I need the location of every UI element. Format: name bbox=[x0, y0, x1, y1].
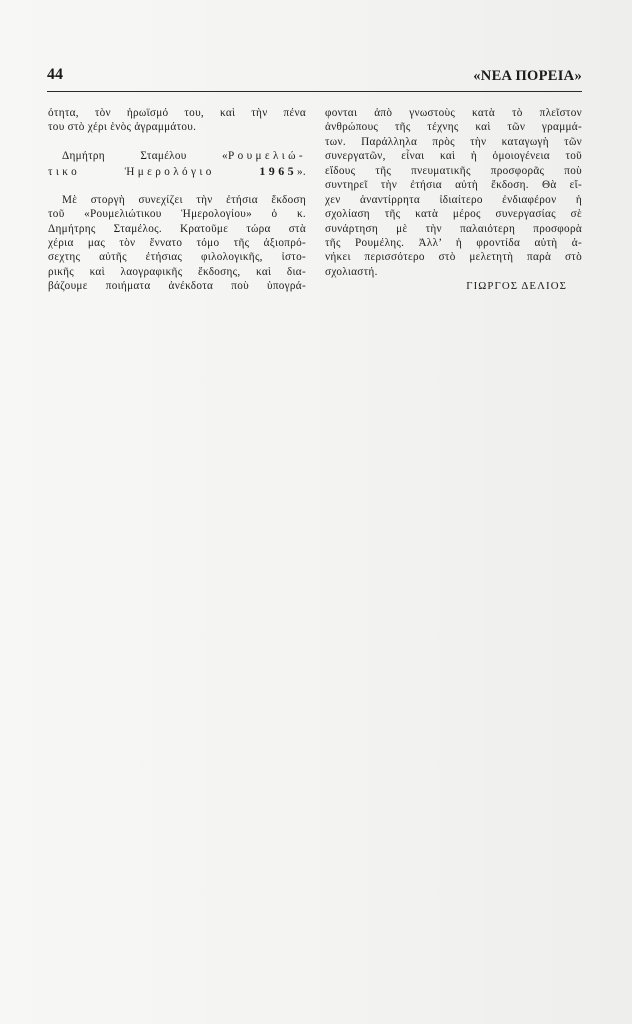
text-line: σεχτης αὐτῆς ἐτήσιας φιλολογικῆς, ἱστο- bbox=[48, 251, 306, 264]
author-signature: ΓΙΩΡΓΟΣ ΔΕΛΙΟΣ bbox=[466, 280, 567, 293]
text-line: των. Παράλληλα πρὸς τὴν καταγωγὴ τῶν bbox=[325, 135, 582, 148]
text-line: ρικῆς καὶ λαογραφικῆς ἔκδοσης, καὶ δια- bbox=[48, 265, 306, 278]
paragraph-gap bbox=[48, 178, 306, 192]
header-rule bbox=[47, 91, 582, 92]
page-number: 44 bbox=[47, 66, 63, 83]
text-line: νήκει περισσότερο στὸ μελετητὴ παρὰ στὸ bbox=[325, 251, 582, 264]
text-line: συνεργατῶν, εἶναι καὶ ἡ ὁμοιογένεια τοῦ bbox=[325, 150, 582, 163]
text-line: χεν ἀναντίρρητα ἰδιαίτερο ἐνδιαφέρον ἡ bbox=[325, 193, 582, 206]
text-line: ἀνθρώπους τῆς τέχνης καὶ τῶν γραμμά- bbox=[325, 121, 582, 134]
book-title-spaced: τικο Ἡμερολόγιο bbox=[48, 165, 260, 178]
text-line: χέρια μας τὸν ἔννατο τόμο τῆς ἀξιοπρό- bbox=[48, 236, 306, 249]
text-line: σχολίαση τῆς κατὰ μέρος συνεργασίας σὲ bbox=[325, 208, 582, 221]
text-line: του στὸ χέρι ἑνὸς ἀγραμμάτου. bbox=[48, 121, 197, 134]
text-line: συνάρτηση μὲ τὴν παλαιότερη προσφορὰ bbox=[325, 222, 582, 235]
book-title-spaced: Ρουμελιώ- bbox=[227, 150, 306, 163]
text-line: τῆς Ρουμέλης. Ἀλλ’ ἡ φροντίδα αὐτὴ ἀ- bbox=[325, 236, 582, 249]
text-line: φονται ἀπὸ γνωστοὺς κατὰ τὸ πλεῖστον bbox=[325, 107, 582, 119]
book-author: Δημήτρη Σταμέλου « bbox=[62, 150, 228, 163]
left-column bbox=[48, 106, 306, 294]
book-title-end: ». bbox=[297, 165, 306, 178]
text-line: εἴδους τῆς πνευματικῆς προσφορᾶς ποὺ bbox=[325, 164, 582, 177]
book-title-line bbox=[48, 149, 306, 163]
right-column bbox=[325, 106, 582, 294]
journal-title: «ΝΕΑ ΠΟΡΕΙΑ» bbox=[473, 68, 582, 84]
text-line: βάζουμε ποιήματα ἀνέκδοτα ποὺ ὑπογρά- bbox=[48, 280, 306, 293]
text-line: τοῦ «Ρουμελιώτικου Ἡμερολογίου» ὁ κ. bbox=[48, 208, 306, 221]
text-line: συντηρεῖ τὴν ἐτήσια αὐτὴ ἔκδοση. Θὰ εἴ- bbox=[325, 179, 582, 192]
paragraph-gap bbox=[48, 135, 306, 149]
text-line: σχολιαστή. bbox=[325, 265, 378, 278]
text-line: Μὲ στοργὴ συνεχίζει τὴν ἐτήσια ἔκδοση bbox=[62, 193, 306, 206]
book-title-year: 1965 bbox=[259, 163, 297, 178]
book-title-line bbox=[48, 164, 306, 178]
text-line: Δημήτρης Σταμέλος. Κρατοῦμε τώρα στὰ bbox=[48, 222, 306, 235]
text-line: ότητα, τὸν ἡρωϊσμό του, καὶ τὴν πένα bbox=[48, 107, 306, 119]
